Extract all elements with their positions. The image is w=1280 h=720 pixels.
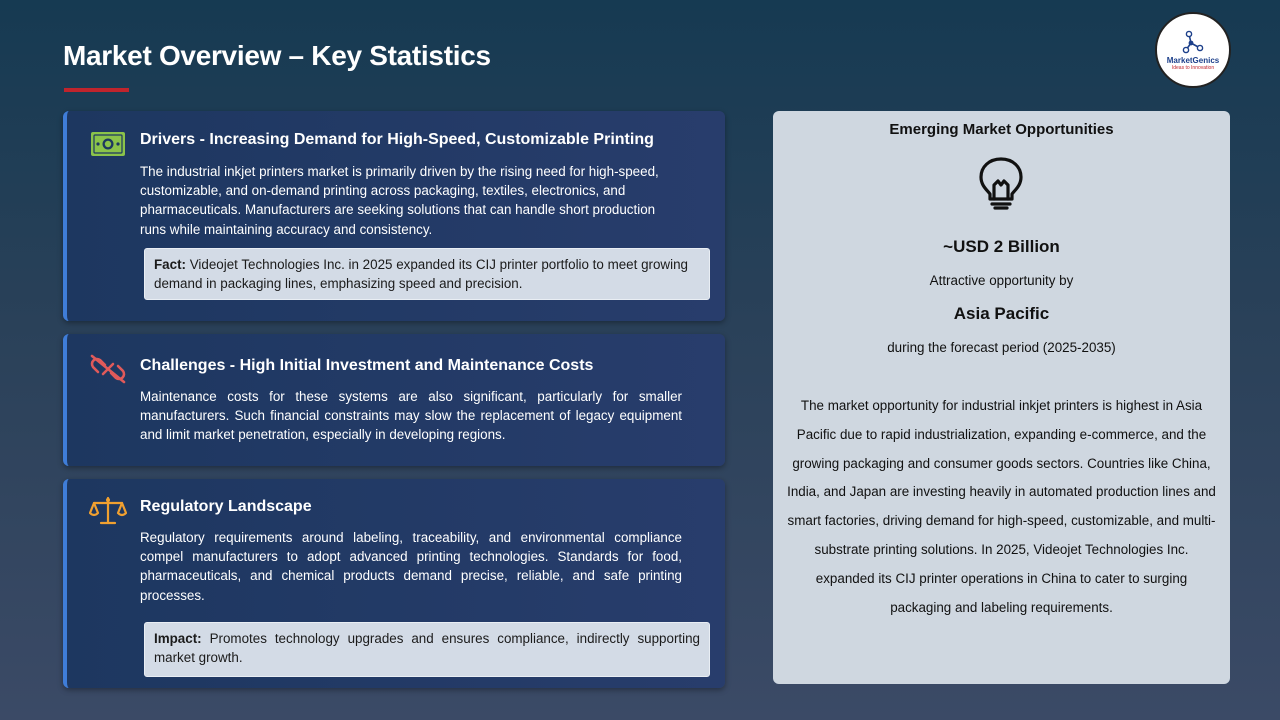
broken-link-icon — [89, 354, 127, 384]
drivers-body: The industrial inkjet printers market is primarily driven by the rising need for high-speed, customizable, and on-demand printing across packaging, textiles, electronics, and pharmaceuticals. Manufacturers are seeking solutions that can handle short production runs while maintaining accuracy and consistency. — [140, 164, 659, 237]
regulatory-heading: Regulatory Landscape — [140, 498, 312, 515]
regulatory-card — [63, 479, 725, 688]
regulatory-body: Regulatory requirements around labeling, traceability, and environmental compliance compel manufacturers to adopt advanced printing technologies. Standards for food, pharmaceuticals, and chemical products demand precise, reliable, and safe printing processes. — [140, 530, 682, 603]
money-icon — [89, 129, 127, 159]
challenges-card — [63, 334, 725, 466]
drivers-heading: Drivers - Increasing Demand for High-Speed, Customizable Printing — [140, 131, 654, 148]
title-underline — [64, 88, 129, 92]
drivers-card — [63, 111, 725, 321]
company-logo — [1155, 12, 1231, 88]
impact-box — [144, 622, 710, 677]
fact-text: Videojet Technologies Inc. in 2025 expanded its CIJ printer portfolio to meet growing demand in packaging lines, emphasizing speed and precision. — [154, 257, 688, 292]
lightbulb-icon — [975, 155, 1027, 211]
challenges-heading: Challenges - High Initial Investment and Maintenance Costs — [140, 357, 594, 374]
opportunity-amount: ~USD 2 Billion — [943, 237, 1060, 256]
scales-icon — [89, 496, 127, 526]
opportunity-subtext: Attractive opportunity by — [929, 273, 1074, 288]
impact-text: Promotes technology upgrades and ensures compliance, indirectly supporting market growth. — [154, 631, 700, 666]
impact-label: Impact: — [154, 631, 202, 646]
page-title: Market Overview – Key Statistics — [63, 40, 491, 71]
panel-title: Emerging Market Opportunities — [889, 121, 1114, 138]
logo-tagline: Ideas to Innovation — [1171, 64, 1215, 71]
molecule-logo-icon — [1182, 30, 1204, 54]
fact-label: Fact: — [154, 257, 186, 272]
opportunities-panel — [773, 111, 1230, 684]
opportunity-description: The market opportunity for industrial inkjet printers is highest in Asia Pacific due to rapid industrialization, expanding e-commerce, and the growing packaging and consumer goods sectors. Countries like China, India, and Japan are investing heavily in automated production lines and smart factories, driving demand for high-speed, customizable, and multi-substrate printing solutions. In 2025, Videojet Technologies Inc. expanded its CIJ printer operations in China to cater to surging packaging and labeling requirements. — [787, 398, 1216, 615]
challenges-body: Maintenance costs for these systems are also significant, particularly for smaller manufacturers. Such financial constraints may slow the replacement of legacy equipment and limit market penetration, especially in developing regions. — [140, 389, 682, 443]
logo-name: MarketGenics — [1166, 55, 1220, 65]
opportunity-region: Asia Pacific — [953, 304, 1050, 323]
forecast-period: during the forecast period (2025-2035) — [887, 340, 1116, 355]
fact-box — [144, 248, 710, 300]
